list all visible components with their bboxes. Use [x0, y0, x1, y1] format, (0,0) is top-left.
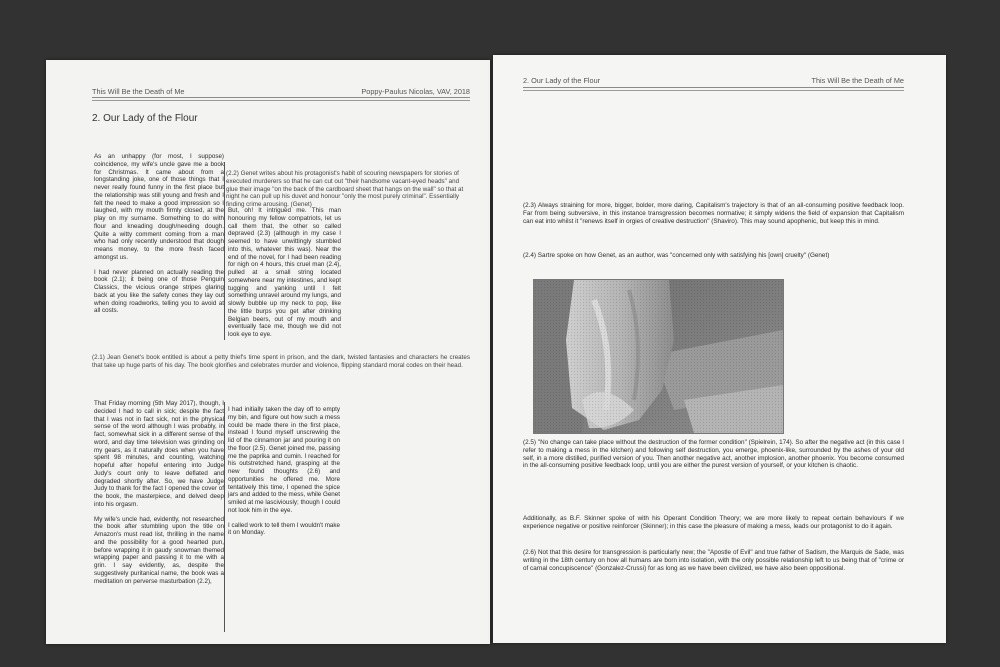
section-title: 2. Our Lady of the Flour	[92, 113, 198, 124]
column-1-lower	[94, 400, 224, 585]
photo-illustration	[534, 280, 783, 433]
footnote-2-3: (2.3) Always straining for more, bigger, bolder, more daring, Capitalism's trajectory is that of an all-consuming positive feedback loop. Far from being subversive, in this instance transgression becomes normative; it simply widens the field of expansion that Capitalism can eat into whilst it "renews itself in orgies of creative destruction" (Shaviro). This may sound apophenic, but keep this in mind.	[523, 202, 904, 225]
running-header-title: This Will Be the Death of Me	[811, 76, 904, 85]
header-rule-thin	[523, 90, 904, 91]
footnote-2-2: (2.2) Genet writes about his protagonist's habit of scouring newspapers for stories of executed murderers so that he can cut out "their handsome vacant-eyed heads" and glue their image "on the back of the cardboard sheet that hangs on the wall" so that at night he can pull up his duvet and honour "only the most purely criminal". Essentially finding crime arousing. (Genet)	[226, 170, 464, 208]
running-header-section: 2. Our Lady of the Flour	[523, 76, 601, 85]
column-2-lower	[228, 406, 340, 537]
running-header-title: This Will Be the Death of Me	[92, 87, 185, 96]
header-rule-thin	[92, 100, 470, 101]
footnote-2-6: (2.6) Not that this desire for transgression is particularly new; the "Apostle of Evil" and true father of Sadism, the Marquis de Sade, was writing in the 18th century on how all humans are born into isolation, with the only possible relationship left to us being that of "crime or of carnal concupiscence" (Gonzalez-Crussi) for as long as we have been civilized, we have also been oppositional.	[523, 549, 904, 572]
paragraph: I had initially taken the day off to empty my bin, and figure out how such a mess could be made there in the first place, instead I found myself unscrewing the lid of the cinnamon jar and pouring it on the floor (2.5). Genet joined me, passing me the paprika and cumin. I reached for his outstretched hand, grasping at the new found thoughts (2.6) and opportunities he offered me. More tentatively this time, I opened the spice jars and added to the mess, while Genet smiled at me lasciviously; though I could not look him in the eye.	[228, 406, 340, 514]
footnote-2-1: (2.1) Jean Genet's book entitled is about a petty thief's time spent in prison, and the dark, twisted fantasies and characters he creates that take up huge parts of his day. The book glorifies and celebrates murder and violence, flipping standard moral codes on their head.	[92, 354, 470, 369]
photo-figure	[533, 279, 784, 434]
paragraph: I had never planned on actually reading the book (2.1); it being one of those Penguin Classics, the vicious orange stripes glaring back at you like the safety cones they lay out when doing roadworks, telling you to avoid at all costs.	[94, 268, 224, 315]
left-page	[46, 60, 490, 644]
running-header-author: Poppy-Paulus Nicolas, VAV, 2018	[361, 87, 470, 96]
paragraph: As an unhappy (for most, I suppose) coincidence, my wife's uncle gave me a book for Christmas. It came about from a longstanding joke, one of those things that I never really found funny in the first place but the relationship was still young and fresh and I felt the need to make a good impression so I laughed, with my mouth firmly closed, at the play on my surname. Something to do with flour and kneading dough/needing dough. Quite a witty comment coming from a man who had only recently understood that dough means money, to the more fresh faced amongst us.	[94, 153, 224, 261]
column-divider-upper	[224, 162, 225, 340]
paragraph: I called work to tell them I wouldn't make it on Monday.	[228, 521, 341, 537]
right-page	[493, 55, 946, 643]
paragraph: That Friday morning (5th May 2017), though, I decided I had to call in sick; despite the fact that I was not in fact sick, not in the physical sense of the word although I was probably, in fact, somewhat sick in a different sense of the word, and day time television was grinding on my gears, as it naturally does when you have spent 98 minutes, and counting, watching hopeful after hopeful entering into Judge Judy's court only to leave deflated and degraded shortly after. So, we have Judge Judy to thank for the fact I opened the cover of the book, the masterpiece, and delved deep into his orgasm.	[94, 400, 224, 508]
paragraph: My wife's uncle had, evidently, not researched the book after stumbling upon the title on Amazon's must read list, thrilling in the name and the possibility for a good hearted pun, before wrapping it in gaudy snowman themed wrapping paper and passing it to me with a grin. I say evidently, as, despite the suggestively puritanical name, the book was a meditation on perverse masturbation (2.2),	[94, 515, 224, 585]
column-2-upper: But, oh! It intrigued me. This man honouring my fellow compatriots, let us call them that, the other so called depraved (2.3) (although in my case I seemed to have unwittingly stumbled into this, whatever this was). Near the end of the novel, for I had been reading for nigh on 4 hours, this cruel man (2.4), pulled at a small string located somewhere near my intestines, and kept tugging and yanking until I felt something unravel around my lungs, and slowly bubble up my neck to pop, like the little burps you get after drinking Belgian beers, out of my mouth and eventually face me, though we did not look eye to eye.	[228, 207, 341, 338]
header-rule	[92, 97, 470, 98]
column-divider-lower	[224, 402, 225, 632]
footnote-2-5-continued: Additionally, as B.F. Skinner spoke of with his Operant Condition Theory; we are more likely to repeat certain behaviours if we experience negative or positive reinforcer (Skinner); in this case the pleasure of making a mess, leads our protagonist to do it again.	[523, 515, 904, 530]
footnote-2-4: (2.4) Sartre spoke on how Genet, as an author, was "concerned only with satisfying his [own] cruelty" (Genet)	[523, 252, 830, 259]
footnote-2-5: (2.5) "No change can take place without the destruction of the former condition" (Spielrein, 174). So after the negative act (in this case I refer to making a mess in the kitchen) and following self destruction, you emerge, phoenix-like, surrounded by the ashes of your old self, in a more distilled, purified version of you. Then another negative act, another implosion, another phoenix. You become consumed in the all-consuming positive feedback loop, until you are either the purest version of yourself, or your kitchen is chaotic.	[523, 439, 904, 470]
column-1-upper	[94, 153, 224, 315]
header-rule	[523, 87, 904, 88]
